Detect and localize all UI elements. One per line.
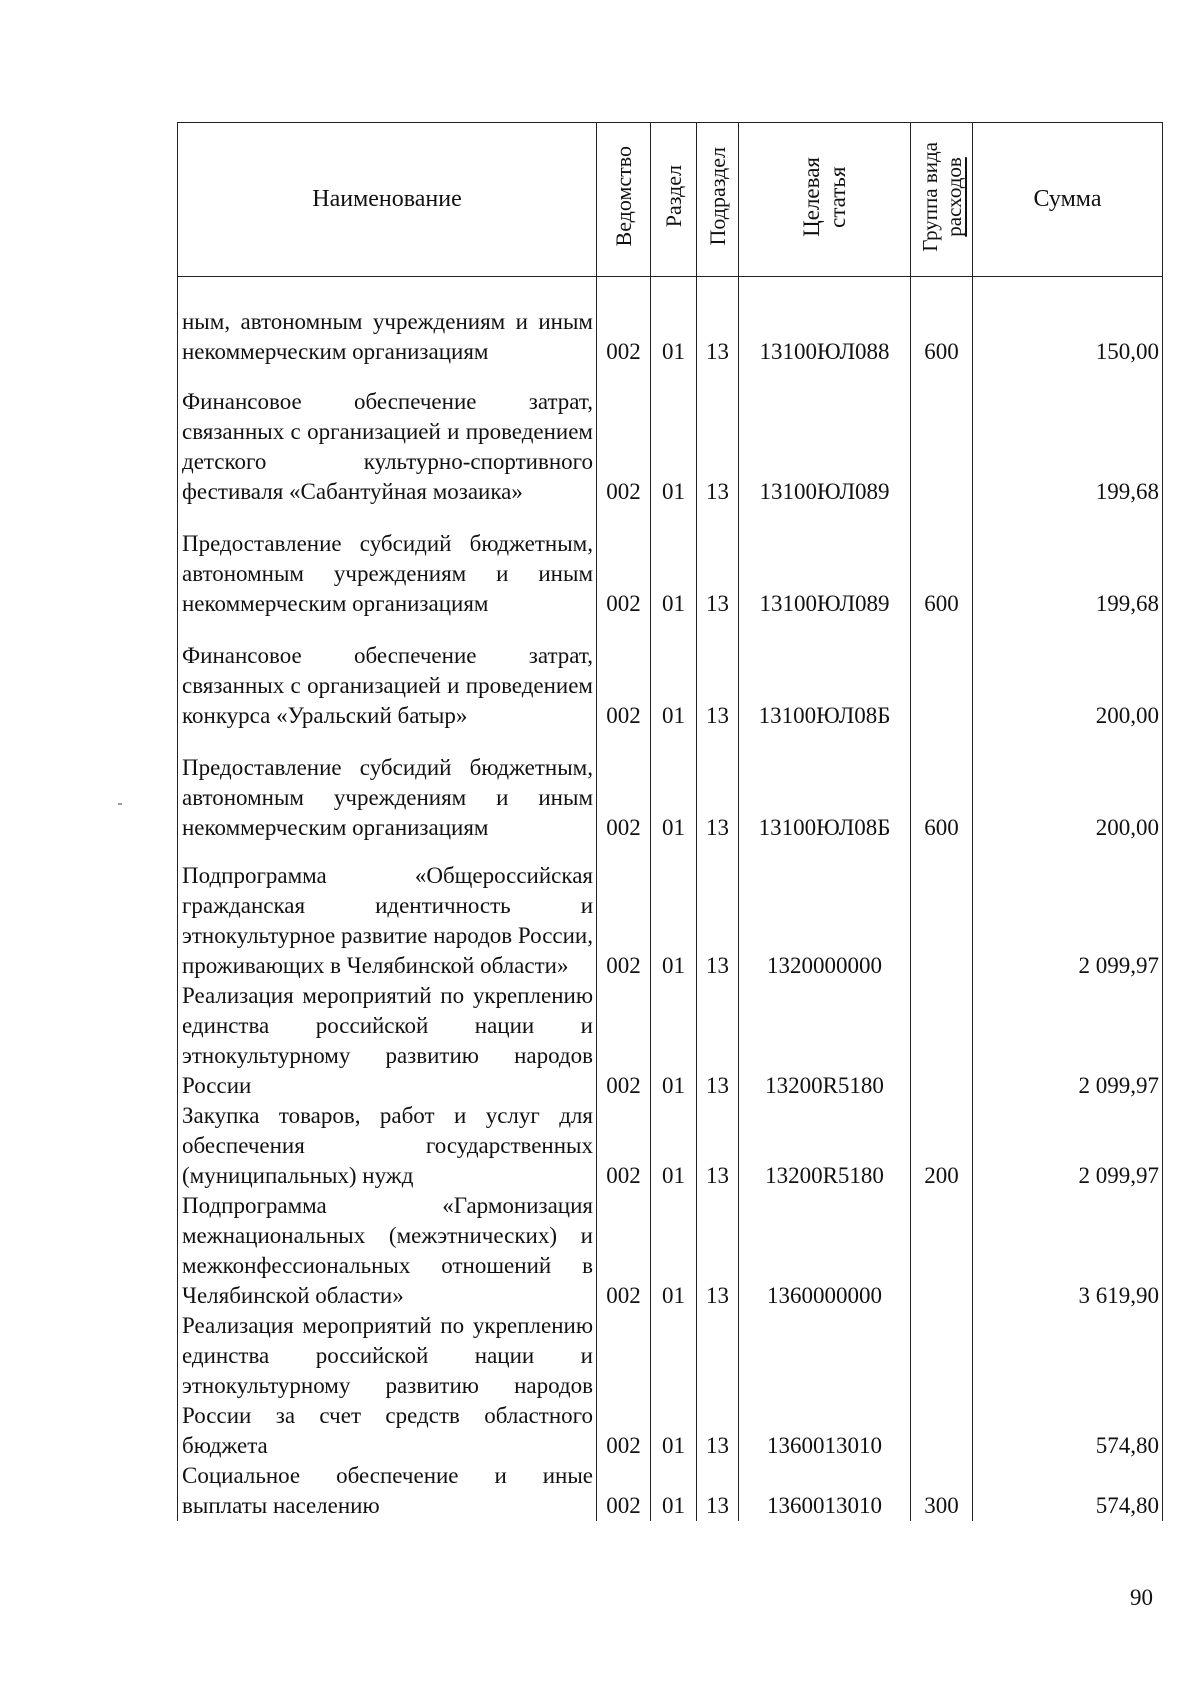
row-gruppa: [911, 843, 973, 981]
row-summa: 199,68: [973, 507, 1163, 619]
row-podrazdel: 13: [697, 1191, 739, 1311]
row-name: Социальное обеспечение и иные выплаты населению: [178, 1461, 597, 1521]
row-name: Закупка товаров, работ и услуг для обеспечения государственных (муниципальных) нужд: [178, 1101, 597, 1191]
row-summa: 200,00: [973, 619, 1163, 731]
row-celevaya-statya: 1320000000: [739, 843, 911, 981]
row-vedomstvo: 002: [597, 619, 651, 731]
table-row: [178, 1461, 1163, 1521]
row-gruppa: 200: [911, 1101, 973, 1191]
row-podrazdel: 13: [697, 981, 739, 1101]
row-gruppa: 600: [911, 277, 973, 367]
row-summa: 2 099,97: [973, 1101, 1163, 1191]
row-summa: 200,00: [973, 731, 1163, 843]
row-celevaya-statya: 13100ЮЛ08Б: [739, 619, 911, 731]
row-gruppa: [911, 1311, 973, 1461]
table-row: [178, 277, 1163, 367]
table-row: [178, 1311, 1163, 1461]
header-celevaya-statya: Целевая статья: [739, 123, 911, 277]
row-gruppa: [911, 367, 973, 507]
row-vedomstvo: 002: [597, 507, 651, 619]
row-razdel: 01: [651, 619, 697, 731]
row-celevaya-statya: 13200R5180: [739, 1101, 911, 1191]
row-gruppa: 300: [911, 1461, 973, 1521]
row-summa: 574,80: [973, 1311, 1163, 1461]
budget-table: [177, 122, 1163, 1521]
header-gruppa-vida-rashodov: Группа вида расходов: [911, 123, 973, 277]
row-name: Предоставление субсидий бюджетным, автономным учреждениям и иным некоммерческим организациям: [178, 507, 597, 619]
row-name: Подпрограмма «Общероссийская гражданская идентичность и этнокультурное развитие народов России, проживающих в Челябинской области»: [178, 843, 597, 981]
table-row: [178, 1191, 1163, 1311]
row-gruppa: 600: [911, 507, 973, 619]
row-summa: 150,00: [973, 277, 1163, 367]
row-name: Реализация мероприятий по укреплению единства российской нации и этнокультурному развитию народов России: [178, 981, 597, 1101]
table-row: [178, 843, 1163, 981]
table-row: [178, 981, 1163, 1101]
row-summa: 2 099,97: [973, 981, 1163, 1101]
table-row: [178, 731, 1163, 843]
row-vedomstvo: 002: [597, 981, 651, 1101]
row-name: ным, автономным учреждениям и иным некоммерческим организациям: [178, 277, 597, 367]
table-row: [178, 619, 1163, 731]
row-razdel: 01: [651, 1311, 697, 1461]
row-podrazdel: 13: [697, 277, 739, 367]
row-podrazdel: 13: [697, 731, 739, 843]
row-razdel: 01: [651, 1101, 697, 1191]
row-vedomstvo: 002: [597, 1311, 651, 1461]
row-vedomstvo: 002: [597, 1191, 651, 1311]
row-celevaya-statya: 1360000000: [739, 1191, 911, 1311]
header-vedomstvo: Ведомство: [597, 123, 651, 277]
row-summa: 199,68: [973, 367, 1163, 507]
row-summa: 574,80: [973, 1461, 1163, 1521]
row-podrazdel: 13: [697, 1461, 739, 1521]
row-name: Финансовое обеспечение затрат, связанных с организацией и проведением детского культурно-спортивного фестиваля «Сабантуйная мозаика»: [178, 367, 597, 507]
row-razdel: 01: [651, 367, 697, 507]
scan-mark: [118, 803, 122, 805]
row-razdel: 01: [651, 981, 697, 1101]
row-podrazdel: 13: [697, 619, 739, 731]
row-podrazdel: 13: [697, 843, 739, 981]
row-celevaya-statya: 1360013010: [739, 1461, 911, 1521]
row-celevaya-statya: 13100ЮЛ089: [739, 507, 911, 619]
row-razdel: 01: [651, 277, 697, 367]
row-celevaya-statya: 1360013010: [739, 1311, 911, 1461]
header-razdel: Раздел: [651, 123, 697, 277]
row-gruppa: [911, 981, 973, 1101]
table-header-row: [178, 123, 1163, 277]
row-celevaya-statya: 13100ЮЛ08Б: [739, 731, 911, 843]
row-vedomstvo: 002: [597, 731, 651, 843]
row-gruppa: [911, 619, 973, 731]
header-podrazdel: Подраздел: [697, 123, 739, 277]
header-name: Наименование: [178, 123, 597, 277]
row-razdel: 01: [651, 731, 697, 843]
row-gruppa: [911, 1191, 973, 1311]
row-razdel: 01: [651, 1461, 697, 1521]
header-summa: Сумма: [973, 123, 1163, 277]
table-row: [178, 507, 1163, 619]
row-vedomstvo: 002: [597, 277, 651, 367]
row-podrazdel: 13: [697, 1101, 739, 1191]
row-name: Финансовое обеспечение затрат, связанных с организацией и проведением конкурса «Уральский батыр»: [178, 619, 597, 731]
row-podrazdel: 13: [697, 507, 739, 619]
table-row: [178, 367, 1163, 507]
row-name: Реализация мероприятий по укреплению единства российской нации и этнокультурному развитию народов России за счет средств областного бюджета: [178, 1311, 597, 1461]
row-summa: 3 619,90: [973, 1191, 1163, 1311]
row-name: Предоставление субсидий бюджетным, автономным учреждениям и иным некоммерческим организациям: [178, 731, 597, 843]
row-vedomstvo: 002: [597, 843, 651, 981]
budget-table-sheet: [177, 122, 1162, 1521]
page-number: 90: [1130, 1585, 1153, 1610]
row-razdel: 01: [651, 1191, 697, 1311]
row-name: Подпрограмма «Гармонизация межнациональных (межэтнических) и межконфессиональных отношений в Челябинской области»: [178, 1191, 597, 1311]
row-podrazdel: 13: [697, 1311, 739, 1461]
row-gruppa: 600: [911, 731, 973, 843]
row-celevaya-statya: 13100ЮЛ089: [739, 367, 911, 507]
row-celevaya-statya: 13100ЮЛ088: [739, 277, 911, 367]
row-razdel: 01: [651, 843, 697, 981]
row-razdel: 01: [651, 507, 697, 619]
row-summa: 2 099,97: [973, 843, 1163, 981]
row-vedomstvo: 002: [597, 1461, 651, 1521]
row-podrazdel: 13: [697, 367, 739, 507]
row-vedomstvo: 002: [597, 1101, 651, 1191]
table-row: [178, 1101, 1163, 1191]
row-celevaya-statya: 13200R5180: [739, 981, 911, 1101]
row-vedomstvo: 002: [597, 367, 651, 507]
